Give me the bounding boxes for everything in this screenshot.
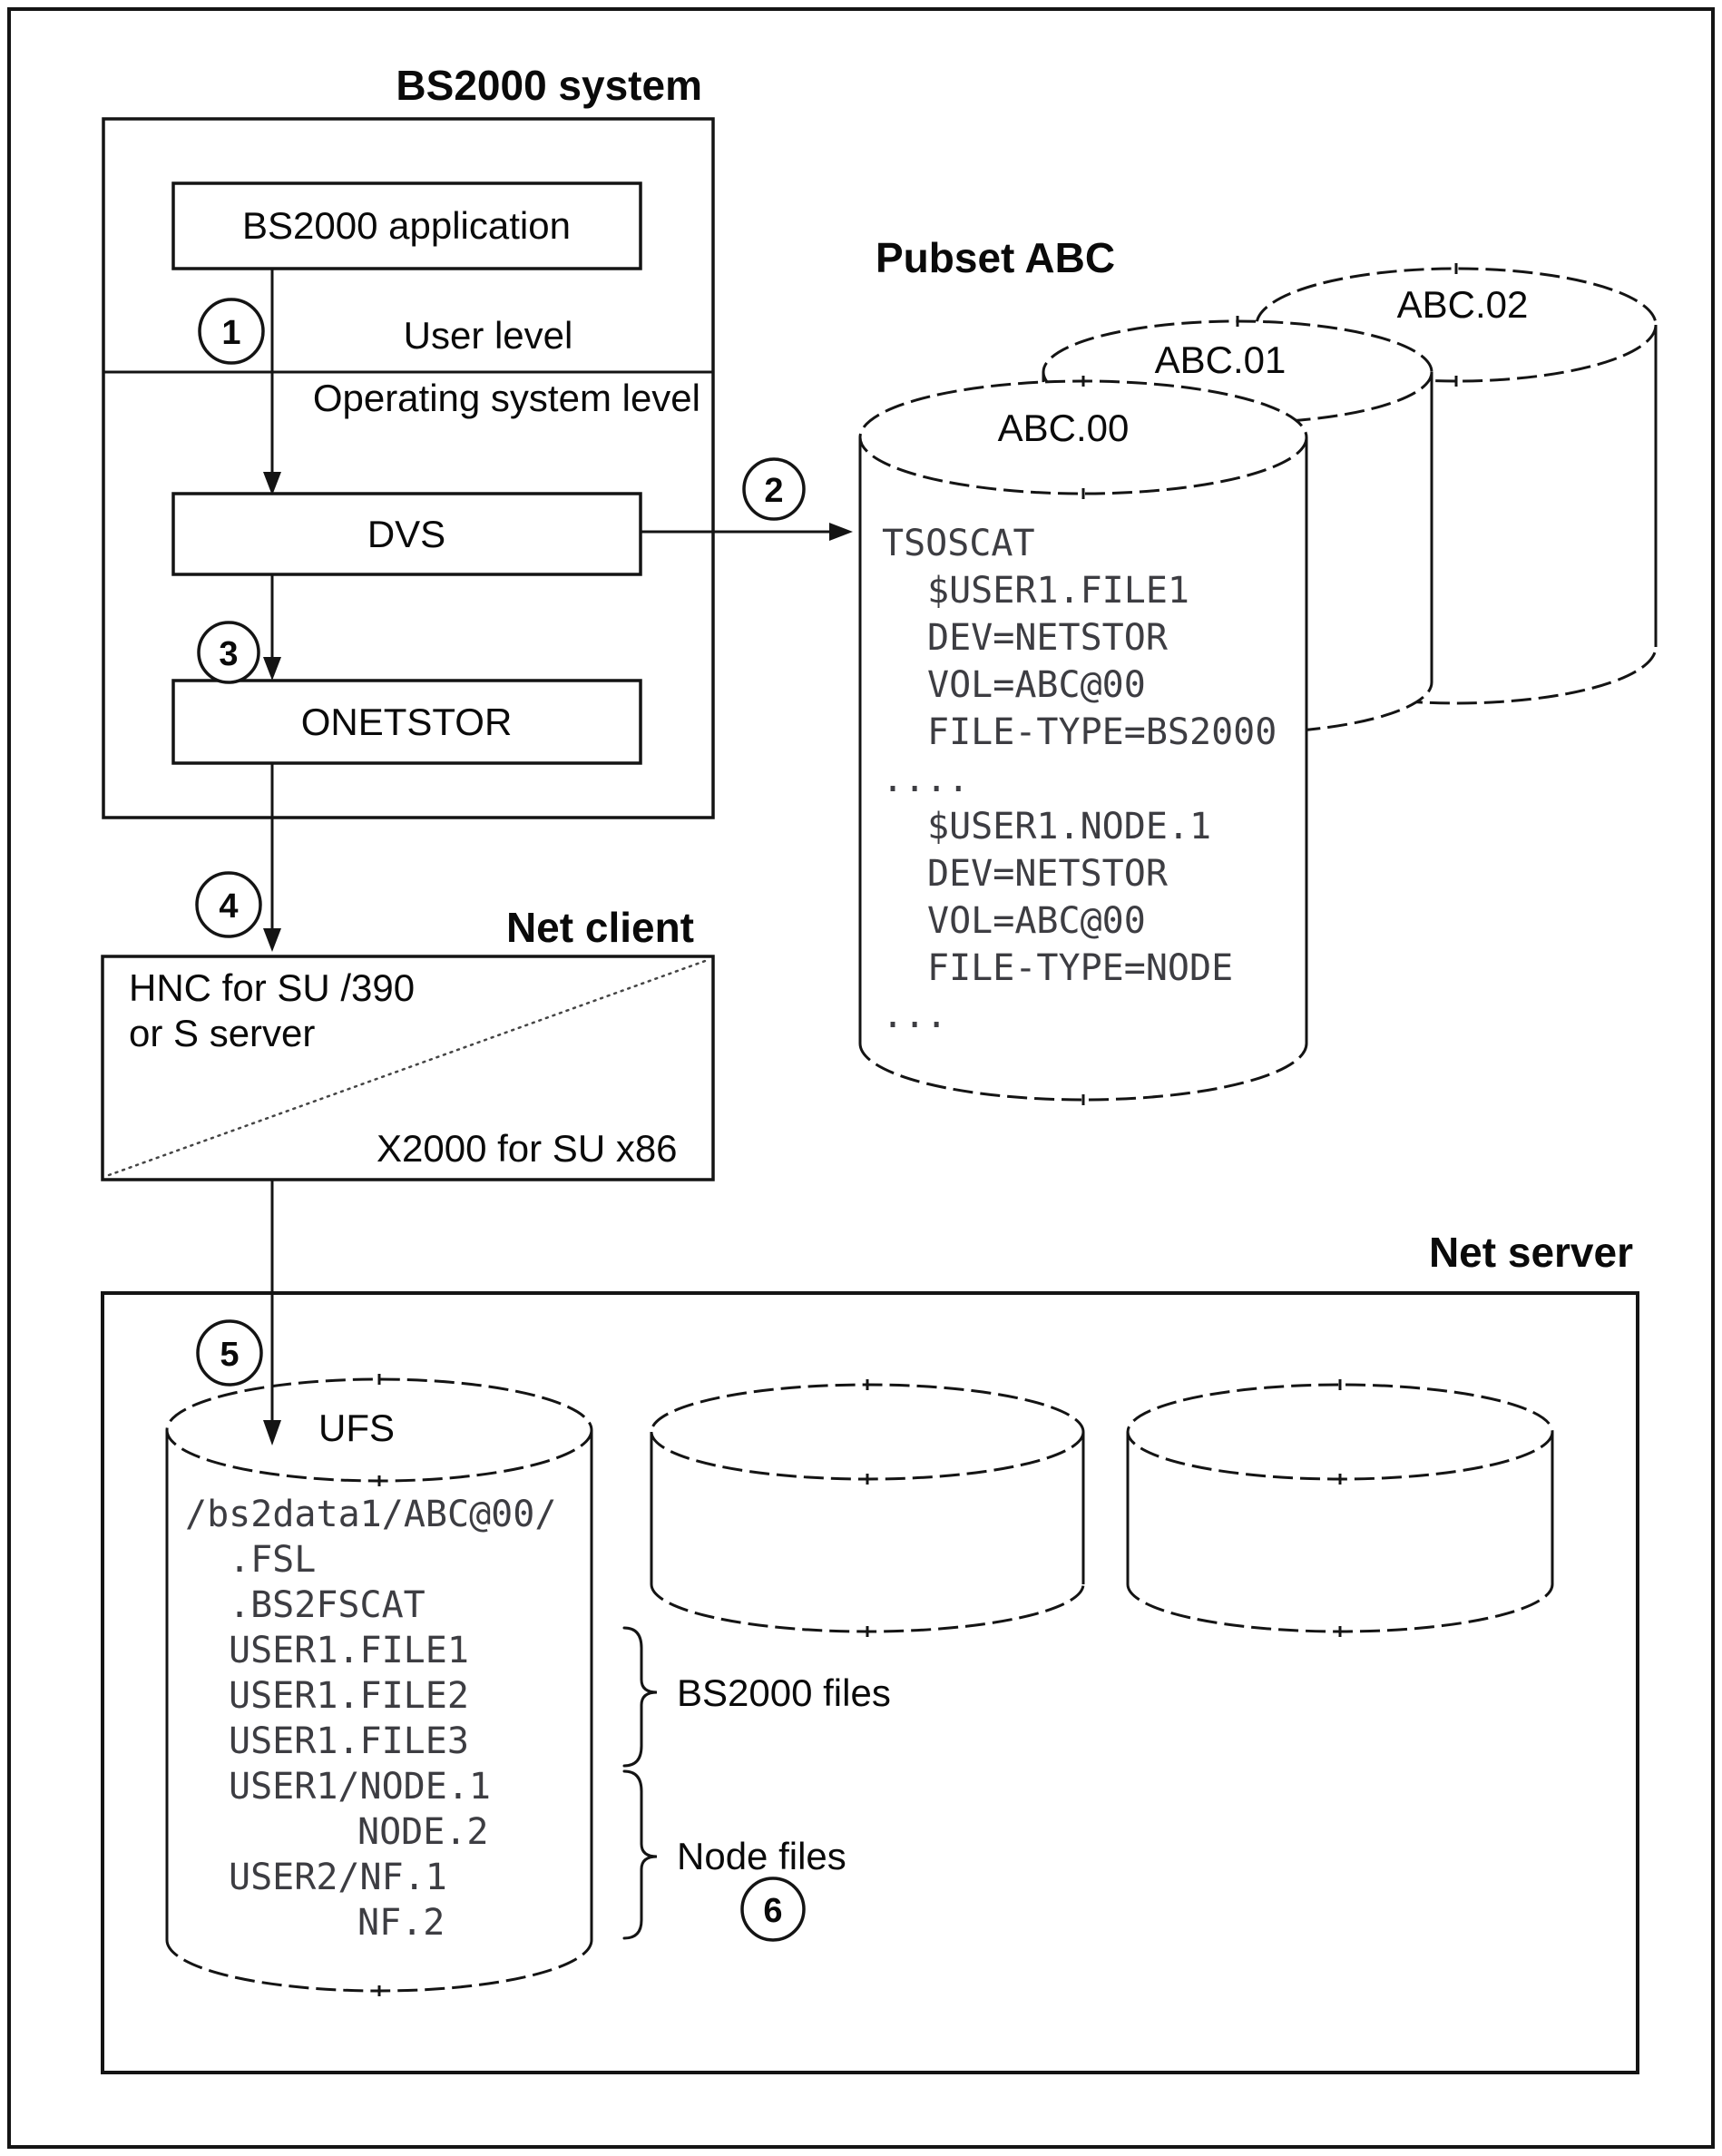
catalog-line: $USER1.NODE.1 [927,806,1212,848]
disk-label-abc00: ABC.00 [997,407,1130,449]
ufs-line: NODE.2 [357,1811,489,1853]
step-number: 3 [219,635,239,673]
hnc-label-line1: HNC for SU /390 [129,966,416,1009]
step-number: 5 [220,1336,240,1374]
user-level-label: User level [403,314,573,357]
arrow-dvs-to-onetstor [263,574,281,681]
step-marker-5 [198,1321,261,1385]
bs2000-system-title: BS2000 system [396,62,702,109]
disk-body [1128,1385,1552,1632]
ufs-line: .BS2FSCAT [229,1584,426,1626]
netserver-disk-3 [1128,1379,1552,1637]
step-number: 1 [221,314,241,352]
catalog-line: $USER1.FILE1 [927,570,1189,612]
arrowhead [263,928,281,952]
pubset-disk-abc00 [860,376,1306,1105]
disk-body [651,1385,1083,1632]
bs2000-system-section [103,62,713,818]
catalog-line: FILE-TYPE=NODE [927,947,1234,989]
net-client-title: Net client [505,904,694,951]
ufs-line: USER2/NF.1 [229,1857,447,1898]
ufs-label: UFS [318,1406,395,1449]
bs2000-application-label: BS2000 application [242,204,571,247]
catalog-line: ... [882,995,948,1036]
pubset-section [860,234,1656,1105]
ufs-line: USER1.FILE2 [229,1675,469,1717]
catalog-line: DEV=NETSTOR [927,617,1168,659]
arrow-application-to-dvs [263,269,281,495]
arrow-dvs-to-pubset [641,523,853,541]
catalog-line: DEV=NETSTOR [927,853,1168,895]
step-number: 2 [764,472,784,510]
step-marker-3 [199,622,259,682]
x2000-label: X2000 for SU x86 [377,1127,678,1170]
dvs-label: DVS [367,513,446,555]
arrowhead [829,523,853,541]
ufs-line: USER1/NODE.1 [229,1766,491,1808]
bs2000-files-label: BS2000 files [677,1671,891,1714]
net-server-section [103,1229,1638,2073]
node-files-label: Node files [677,1835,846,1877]
arrowhead [263,657,281,681]
arrow-onetstor-to-netclient [263,763,281,952]
ufs-disk [167,1374,592,1996]
flow-arrows [263,269,853,1446]
arrowhead [263,472,281,495]
step-number: 4 [219,887,239,926]
disk-label-abc02: ABC.02 [1396,283,1529,326]
disk-label-abc01: ABC.01 [1154,338,1287,381]
operating-system-level-label: Operating system level [312,377,700,419]
hnc-label-line2: or S server [129,1012,316,1054]
step-number: 6 [763,1892,783,1930]
node-files-brace [624,1771,657,1938]
bs2000-files-brace [624,1628,657,1766]
ufs-line: /bs2data1/ABC@00/ [185,1494,557,1535]
catalog-line: FILE-TYPE=BS2000 [927,711,1277,753]
ufs-line: USER1.FILE3 [229,1720,469,1762]
step-marker-4 [197,873,260,936]
net-client-section [103,904,713,1180]
net-server-title: Net server [1428,1229,1633,1276]
catalog-line: .... [882,759,970,800]
pubset-title: Pubset ABC [876,234,1116,281]
step-marker-6 [742,1878,804,1940]
ufs-line: .FSL [229,1539,317,1581]
step-marker-1 [200,299,263,363]
netserver-disk-2 [651,1379,1083,1637]
catalog-line: VOL=ABC@00 [927,900,1146,942]
ufs-line: USER1.FILE1 [229,1630,469,1671]
onetstor-label: ONETSTOR [300,701,513,743]
catalog-line: TSOSCAT [882,523,1035,564]
catalog-line: VOL=ABC@00 [927,664,1146,706]
step-marker-2 [744,459,804,519]
ufs-line: NF.2 [357,1902,445,1944]
